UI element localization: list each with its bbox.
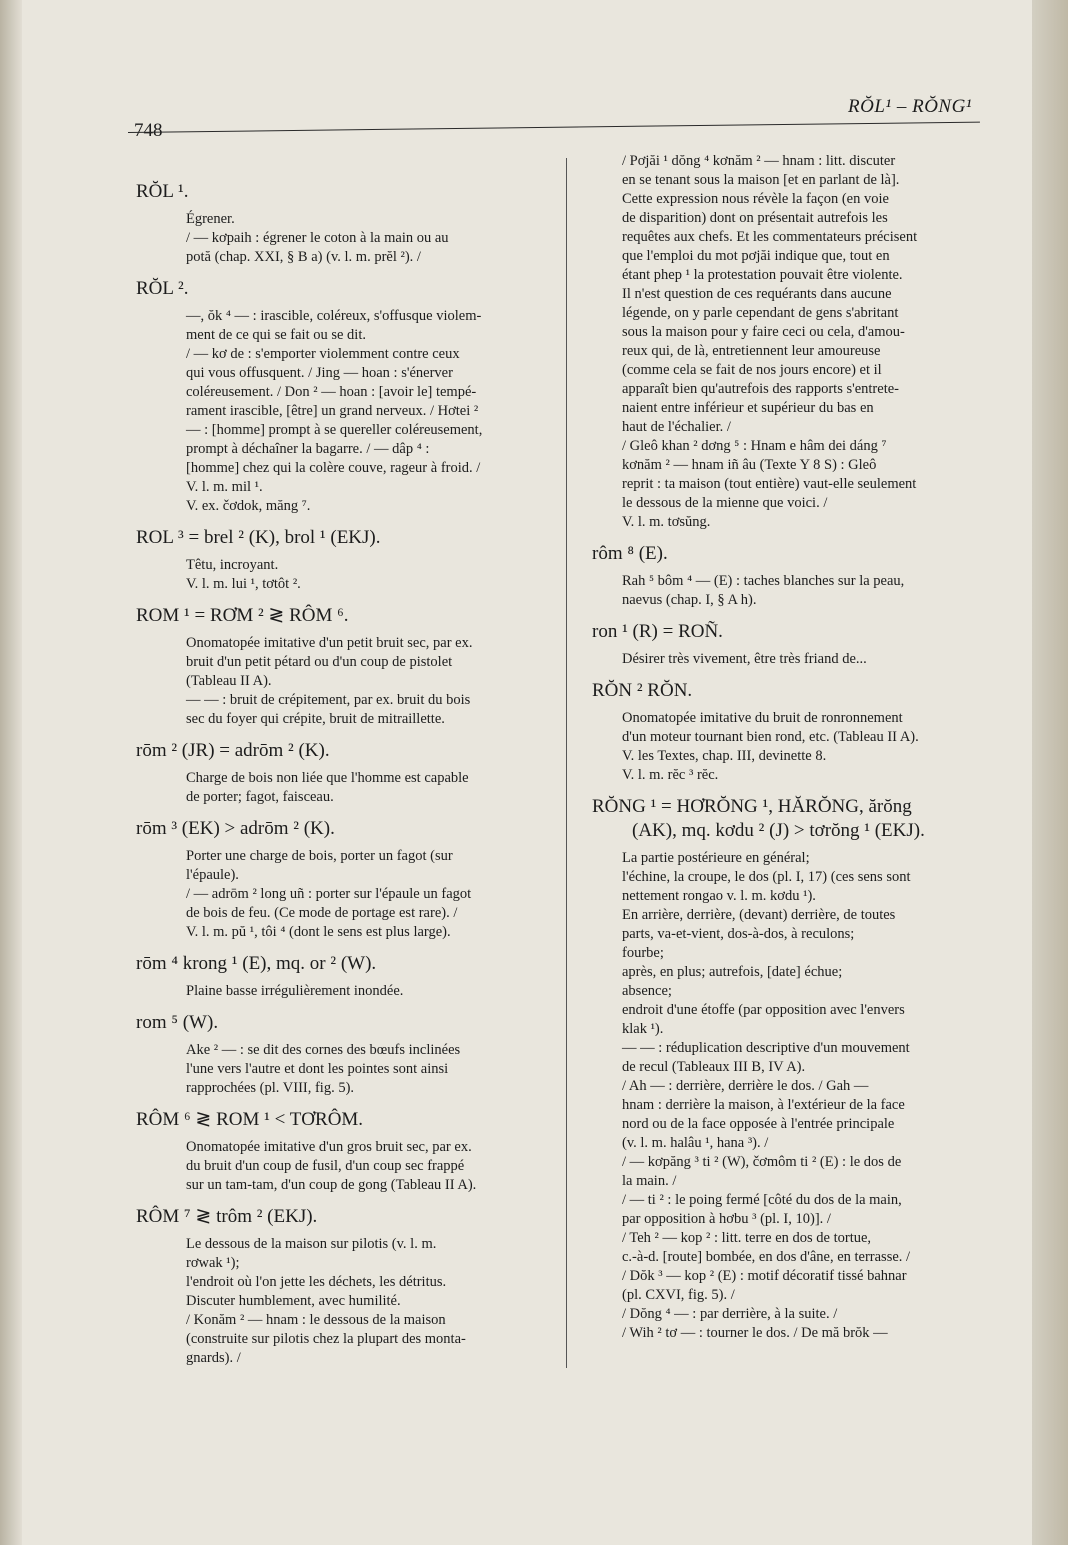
entry-line: / Teh ² — kop ² : litt. terre en dos de tortue, — [622, 1230, 872, 1246]
entry-body — [136, 1235, 548, 1368]
entry-line: l'endroit où l'on jette les déchets, les détritus. — [186, 1274, 447, 1290]
entry-headword: RÔM ⁷ ≷ trôm ² (EKJ). — [136, 1206, 318, 1227]
entry-line: nettement rongao v. l. m. kơdu ¹). — [622, 888, 816, 904]
entry-body — [136, 1041, 548, 1098]
entry-body — [592, 152, 987, 532]
dictionary-entry — [136, 952, 548, 1001]
entry-line: (comme cela se fait de nos jours encore) et il — [622, 362, 882, 378]
entry-line: de bois de feu. (Ce mode de portage est rare). / — [186, 905, 458, 921]
entry-line: rơwak ¹); — [186, 1255, 240, 1271]
running-head: RŎL¹ – RŎNG¹ — [848, 96, 973, 117]
entry-line: V. l. m. lui ¹, tơtôt ². — [186, 576, 301, 592]
entry-line: V. l. m. tơsŭng. — [622, 514, 711, 530]
entry-line: étant phep ¹ la protestation pouvait être violente. — [622, 267, 903, 283]
entry-line: V. l. m. mil ¹. — [186, 479, 263, 495]
entry-line: Onomatopée imitative d'un petit bruit sec, par ex. — [186, 635, 473, 651]
entry-line: / — kơpaih : égrener le coton à la main ou au — [186, 230, 449, 246]
entry-line: en se tenant sous la maison [et en parlant de là]. — [622, 172, 900, 188]
entry-line: Ake ² — : se dit des cornes des bœufs inclinées — [186, 1042, 461, 1058]
entry-line: / — kơ de : s'emporter violemment contre ceux — [186, 346, 460, 362]
page-edge — [1032, 0, 1068, 1545]
entry-line: Il n'est question de ces requérants dans aucune — [622, 286, 892, 302]
entry-body — [136, 556, 548, 594]
dictionary-entry — [592, 152, 987, 532]
entry-line: — — : bruit de crépitement, par ex. bruit du bois — [186, 692, 471, 708]
entry-headword: rōm ² (JR) = adrōm ² (K). — [136, 740, 330, 761]
entry-line: (Tableau II A). — [186, 673, 272, 689]
entry-line: / Ah — : derrière, derrière le dos. / Gah — — [622, 1078, 869, 1094]
entry-line: naevus (chap. I, § A h). — [622, 592, 757, 608]
entry-line: parts, va-et-vient, dos-à-dos, à reculons; — [622, 926, 855, 942]
entry-line: / — adrōm ² long uñ : porter sur l'épaule un fagot — [186, 886, 472, 902]
entry-line: Égrener. — [186, 211, 235, 227]
entry-line: fourbe; — [622, 945, 664, 961]
entry-line: hnam : derrière la maison, à l'extérieur de la face — [622, 1097, 905, 1113]
dictionary-entry — [136, 1011, 548, 1098]
entry-headword: rōm ³ (EK) > adrōm ² (K). — [136, 818, 335, 839]
entry-line: sec du foyer qui crépite, bruit de mitraillette. — [186, 711, 445, 727]
entry-headword: RŎN ² RŎN. — [592, 680, 693, 701]
entry-line: l'échine, la croupe, le dos (pl. I, 17) (ces sens sont — [622, 869, 911, 885]
dictionary-entry — [136, 277, 548, 516]
entry-line: (pl. CXVI, fig. 5). / — [622, 1287, 735, 1303]
entry-line: / Konăm ² — hnam : le dessous de la maison — [186, 1312, 446, 1328]
entry-line: / Pơjăi ¹ dŏng ⁴ kơnăm ² — hnam : litt. discuter — [622, 153, 896, 169]
entry-line: / Gleô khan ² dơng ⁵ : Hnam e hâm dei dáng ⁷ — [622, 438, 887, 454]
entry-line: de porter; fagot, faisceau. — [186, 789, 334, 805]
entry-headword-continued: (AK), mq. kơdu ² (J) > tơrŏng ¹ (EKJ). — [632, 820, 925, 841]
entry-body — [136, 982, 548, 1001]
entry-line: V. l. m. pŭ ¹, tôi ⁴ (dont le sens est plus large). — [186, 924, 451, 940]
book-spine-shadow — [0, 0, 22, 1545]
entry-body — [136, 634, 548, 729]
entry-line: — — : réduplication descriptive d'un mouvement — [622, 1040, 910, 1056]
entry-line: V. les Textes, chap. III, devinette 8. — [622, 748, 827, 764]
entry-line: Porter une charge de bois, porter un fagot (sur — [186, 848, 453, 864]
entry-body — [136, 1138, 548, 1195]
entry-line: V. l. m. rĕc ³ rĕc. — [622, 767, 719, 783]
entry-line: rament irascible, [être] un grand nerveux. / Hơtei ² — [186, 403, 479, 419]
entry-line: Cette expression nous révèle la façon (en voie — [622, 191, 889, 207]
entry-line: Têtu, incroyant. — [186, 557, 279, 573]
entry-headword: RŎL ¹. — [136, 181, 189, 202]
dictionary-entry — [136, 739, 548, 807]
entry-line: potă (chap. XXI, § B a) (v. l. m. prĕl ²). / — [186, 249, 421, 265]
entry-line: endroit d'une étoffe (par opposition avec l'envers — [622, 1002, 905, 1018]
entry-line: sous la maison pour y faire ceci ou cela, d'amou- — [622, 324, 905, 340]
entry-line: l'épaule). — [186, 867, 239, 883]
entry-line: de disparition) dont on présentait autrefois les — [622, 210, 888, 226]
dictionary-entry — [136, 180, 548, 267]
entry-body — [136, 847, 548, 942]
entry-headword: ROM ¹ = RƠM ² ≷ RÔM ⁶. — [136, 605, 349, 626]
entry-line: / Dŏng ⁴ — : par derrière, à la suite. / — [622, 1306, 838, 1322]
entry-line: que l'emploi du mot pơjăi indique que, tout en — [622, 248, 890, 264]
entry-line: l'une vers l'autre et dont les pointes sont ainsi — [186, 1061, 449, 1077]
entry-line: requêtes aux chefs. Et les commentateurs précisent — [622, 229, 918, 245]
entry-line: —, ŏk ⁴ — : irascible, coléreux, s'offusque violem- — [186, 308, 482, 324]
entry-line: du bruit d'un coup de fusil, d'un coup sec frappé — [186, 1158, 465, 1174]
entry-line: après, en plus; autrefois, [date] échue; — [622, 964, 843, 980]
entry-body — [136, 307, 548, 516]
entry-line: Onomatopée imitative du bruit de ronronnement — [622, 710, 903, 726]
entry-line: Plaine basse irrégulièrement inondée. — [186, 983, 404, 999]
page-number: 748 — [134, 120, 163, 141]
entry-line: rapprochées (pl. VIII, fig. 5). — [186, 1080, 355, 1096]
entry-line: reprit : ta maison (tout entière) vaut-elle seulement — [622, 476, 917, 492]
dictionary-entry — [592, 679, 987, 785]
entry-line: Rah ⁵ bôm ⁴ — (E) : taches blanches sur la peau, — [622, 573, 905, 589]
dictionary-entry — [592, 542, 987, 610]
entry-body — [136, 210, 548, 267]
entry-line: / — ti ² : le poing fermé [côté du dos de la main, — [622, 1192, 902, 1208]
dictionary-entry — [136, 526, 548, 594]
entry-line: En arrière, derrière, (devant) derrière, de toutes — [622, 907, 896, 923]
entry-line: Discuter humblement, avec humilité. — [186, 1293, 401, 1309]
entry-line: (construite sur pilotis chez la plupart des monta- — [186, 1331, 466, 1347]
entry-line: haut de l'échalier. / — [622, 419, 731, 435]
entry-line: la main. / — [622, 1173, 677, 1189]
entry-line: klak ¹). — [622, 1021, 664, 1037]
entry-line: d'un moteur tournant bien rond, etc. (Tableau II A). — [622, 729, 919, 745]
entry-line: — : [homme] prompt à se quereller coléreusement, — [186, 422, 483, 438]
entry-body — [592, 849, 987, 1343]
dictionary-entry — [592, 795, 987, 1343]
entry-line: kơnăm ² — hnam iñ âu (Texte Y 8 S) : Gleô — [622, 457, 877, 473]
entry-line: V. ex. čơdok, măng ⁷. — [186, 498, 311, 514]
dictionary-entry — [136, 817, 548, 942]
right-column — [592, 152, 987, 1353]
entry-line: Le dessous de la maison sur pilotis (v. l. m. — [186, 1236, 437, 1252]
entry-body — [592, 572, 987, 610]
entry-line: naient entre inférieur et supérieur du bas en — [622, 400, 874, 416]
entry-line: / Dŏk ³ — kop ² (E) : motif décoratif tissé bahnar — [622, 1268, 907, 1284]
entry-headword: rôm ⁸ (E). — [592, 543, 668, 564]
entry-line: nord ou de la face opposée à l'entrée principale — [622, 1116, 895, 1132]
entry-line: ment de ce qui se fait ou se dit. — [186, 327, 366, 343]
entry-line: (v. l. m. halâu ¹, hana ³). / — [622, 1135, 769, 1151]
entry-line: Onomatopée imitative d'un gros bruit sec, par ex. — [186, 1139, 472, 1155]
entry-line: / Wih ² tơ — : tourner le dos. / De mă brŏk — — [622, 1325, 888, 1341]
dictionary-entry — [136, 604, 548, 729]
entry-line: c.-à-d. [route] bombée, en dos d'âne, en terrasse. / — [622, 1249, 911, 1265]
entry-line: Désirer très vivement, être très friand de... — [622, 651, 867, 667]
entry-body — [592, 709, 987, 785]
entry-line: [homme] chez qui la colère couve, rageur à froid. / — [186, 460, 481, 476]
entry-line: par opposition à hơbu ³ (pl. I, 10)]. / — [622, 1211, 831, 1227]
entry-line: gnards). / — [186, 1350, 241, 1366]
entry-line: le dessous de la mienne que voici. / — [622, 495, 828, 511]
entry-line: de recul (Tableaux III B, IV A). — [622, 1059, 806, 1075]
entry-headword: rom ⁵ (W). — [136, 1012, 219, 1033]
entry-line: coléreusement. / Don ² — hoan : [avoir le] tempé- — [186, 384, 477, 400]
entry-headword: ROL ³ = brel ² (K), brol ¹ (EKJ). — [136, 527, 381, 548]
column-divider — [566, 158, 567, 1368]
dictionary-entry — [136, 1108, 548, 1195]
entry-line: sur un tam-tam, d'un coup de gong (Tableau II A). — [186, 1177, 477, 1193]
entry-line: prompt à déchaîner la bagarre. / — dâp ⁴ : — [186, 441, 430, 457]
entry-line: / — kơpăng ³ ti ² (W), čơmôm ti ² (E) : le dos de — [622, 1154, 902, 1170]
entry-headword: rōm ⁴ krong ¹ (E), mq. or ² (W). — [136, 953, 377, 974]
entry-line: reux qui, de là, entretiennent leur amoureuse — [622, 343, 881, 359]
entry-headword: RŎL ². — [136, 278, 189, 299]
entry-line: qui vous offusquent. / Jing — hoan : s'énerver — [186, 365, 453, 381]
entry-line: absence; — [622, 983, 672, 999]
entry-line: La partie postérieure en général; — [622, 850, 810, 866]
entry-body — [136, 769, 548, 807]
entry-line: bruit d'un petit pétard ou d'un coup de pistolet — [186, 654, 453, 670]
entry-line: légende, on y parle cependant de gens s'abritant — [622, 305, 899, 321]
dictionary-entry — [592, 620, 987, 669]
entry-body — [592, 650, 987, 669]
entry-headword: RÔM ⁶ ≷ ROM ¹ < TƠRÔM. — [136, 1109, 364, 1130]
left-column — [136, 172, 548, 1378]
dictionary-entry — [136, 1205, 548, 1368]
entry-headword: RŎNG ¹ = HƠRŎNG ¹, HĂRŎNG, ărŏng — [592, 796, 912, 817]
entry-line: Charge de bois non liée que l'homme est capable — [186, 770, 469, 786]
header-rule — [128, 122, 980, 133]
entry-headword: ron ¹ (R) = ROÑ. — [592, 621, 723, 642]
entry-line: apparaît bien qu'autrefois des rapports s'entrete- — [622, 381, 899, 397]
